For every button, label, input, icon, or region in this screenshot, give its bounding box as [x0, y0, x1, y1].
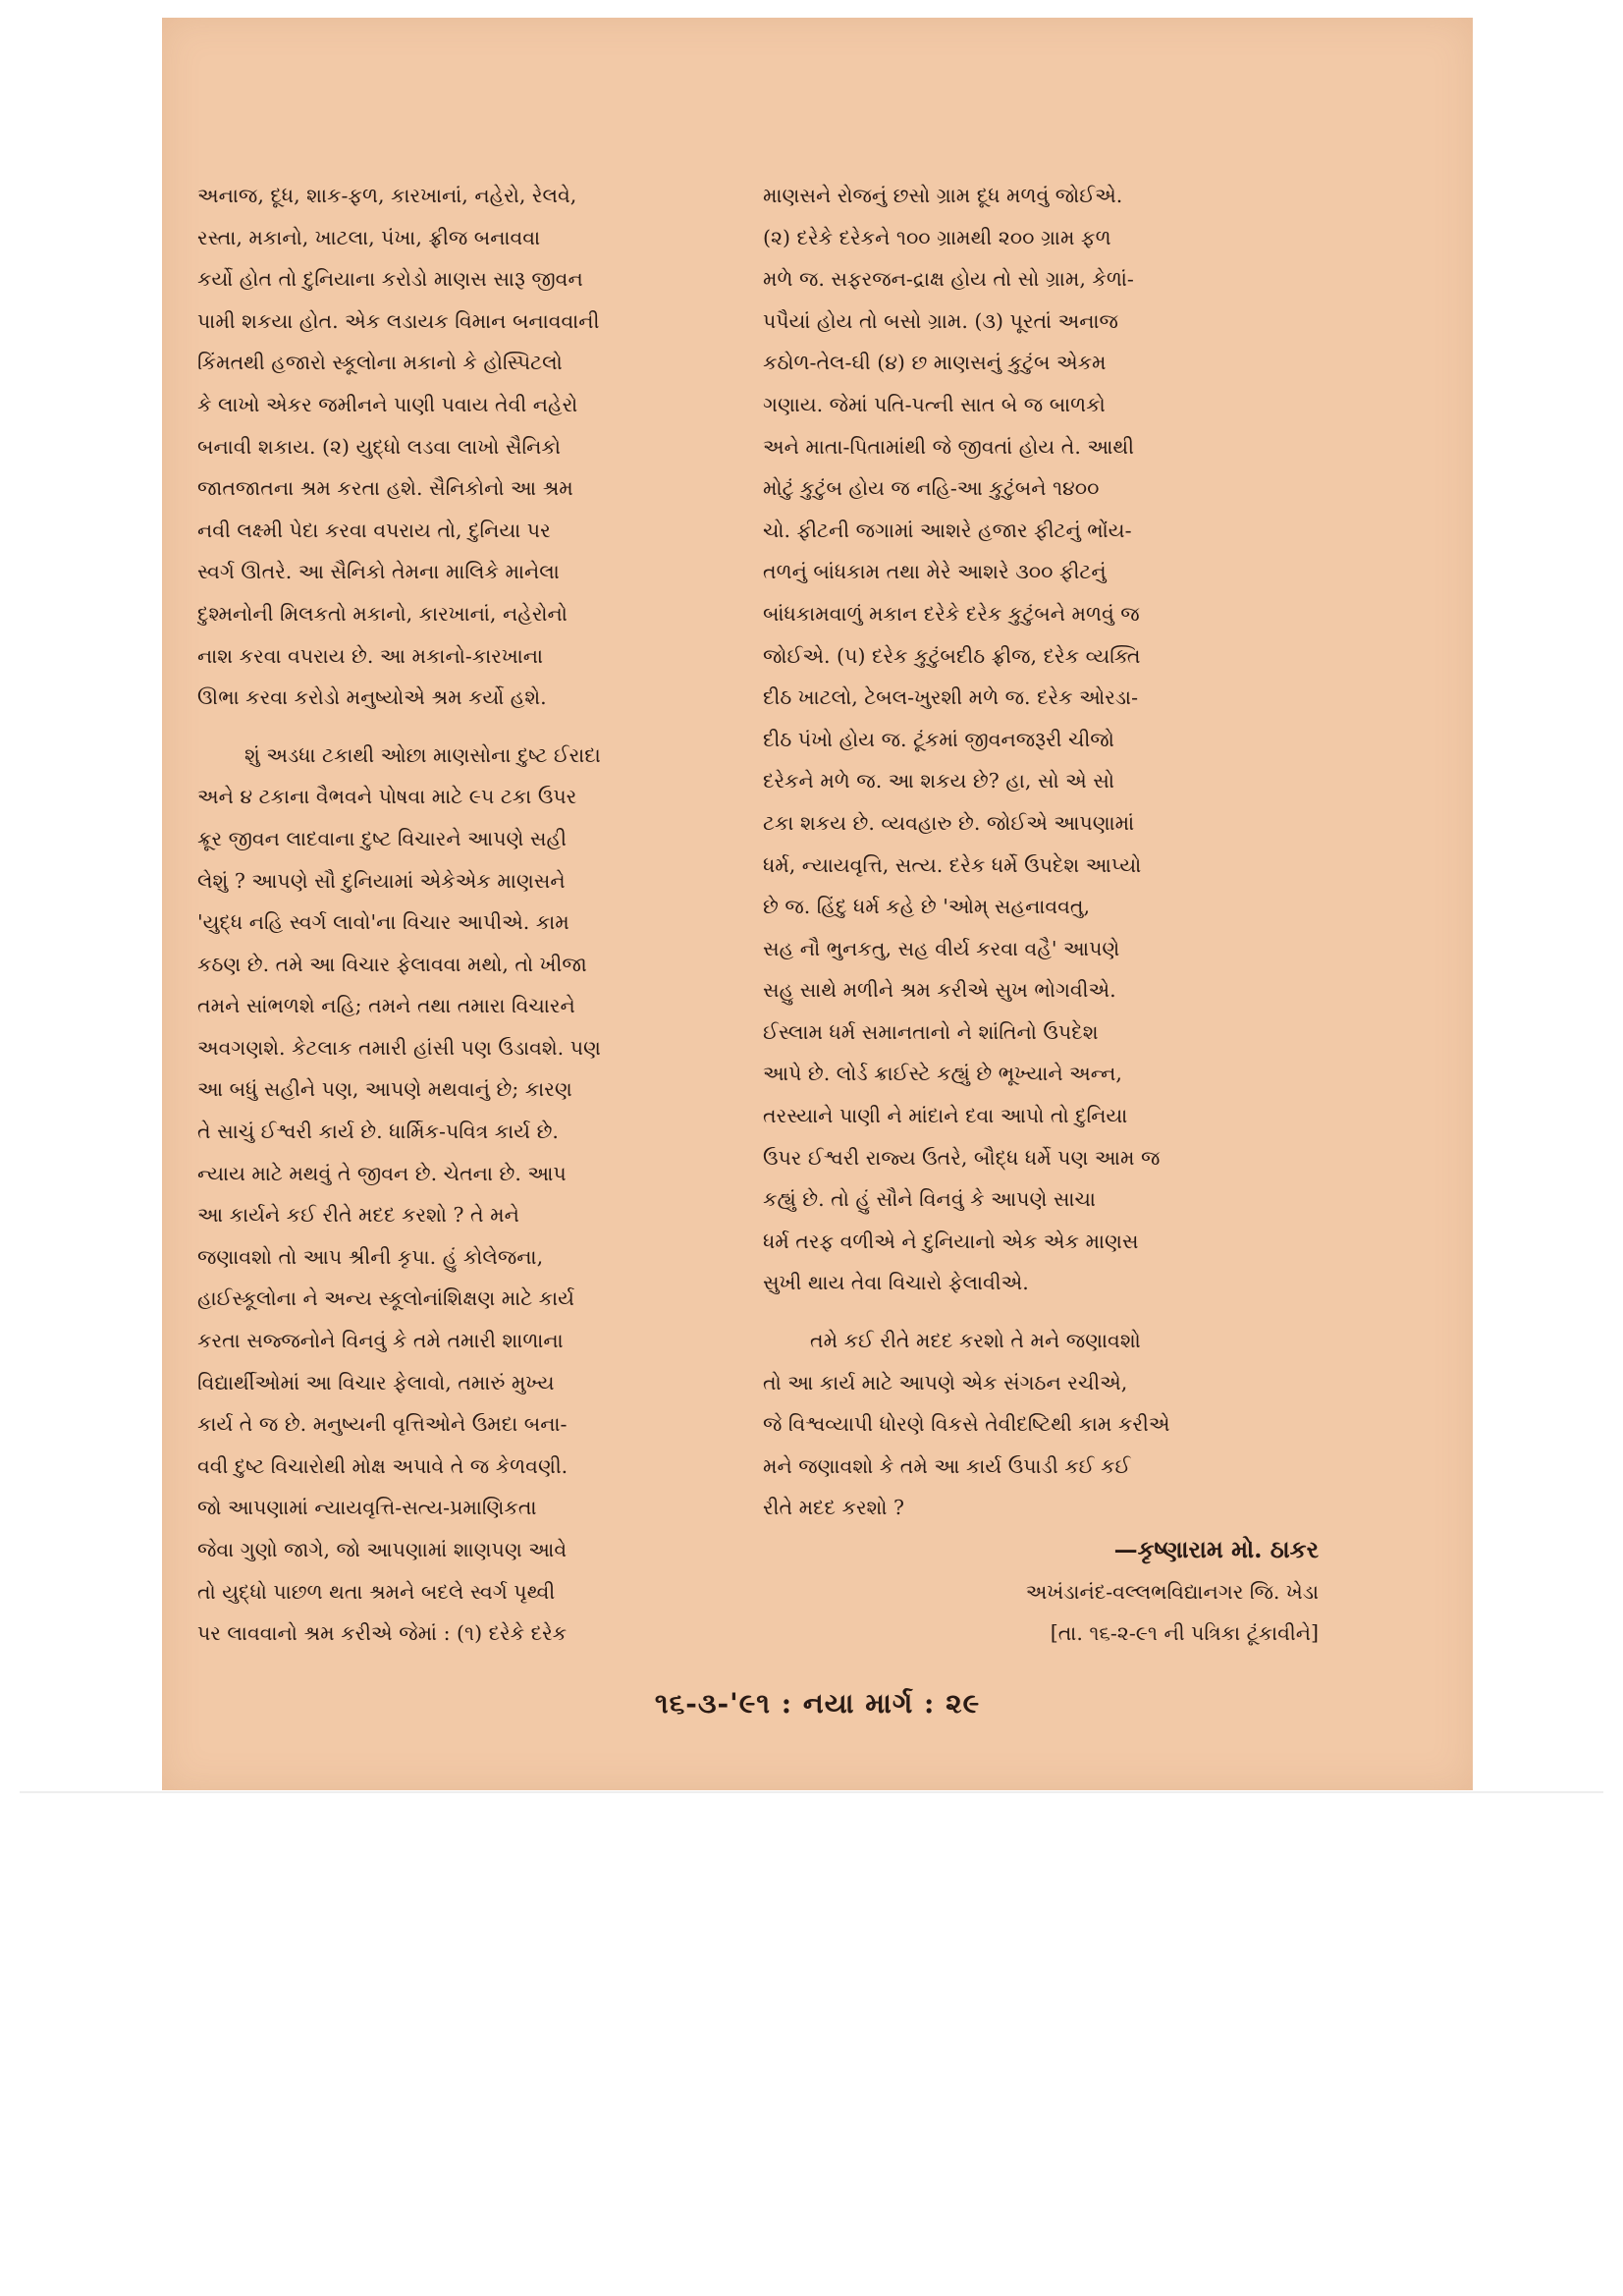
text-line: ઉપર ઈશ્વરી રાજ્ય ઉતરે, બૌદ્ધ ધર્મે પણ આમ જ — [763, 1145, 1161, 1170]
text-line: ન્યાય માટે મથવું તે જીવન છે. ચેતના છે. આપ — [197, 1161, 567, 1185]
text-line: આ કાર્યને કઈ રીતે મદદ કરશો ? તે મને — [197, 1203, 519, 1228]
bottom-rule — [20, 1791, 1603, 1793]
text-line: નાશ કરવા વપરાય છે. આ મકાનો-કારખાના — [197, 643, 544, 668]
text-line: તરસ્યાને પાણી ને માંદાને દવા આપો તો દુનિયા — [763, 1104, 1128, 1128]
text-line: તમને સાંભળશે નહિ; તમને તથા તમારા વિચારને — [197, 994, 575, 1018]
text-line: આપે છે. લોર્ડ ક્રાઈસ્ટે કહ્યું છે ભૂખ્યાને અન્ન, — [763, 1062, 1122, 1086]
text-line: શું અડધા ટકાથી ઓછા માણસોના દુષ્ટ ઈરાદા — [244, 742, 601, 767]
text-line: તો આ કાર્ય માટે આપણે એક સંગઠન રચીએ, — [763, 1370, 1128, 1394]
text-line: રસ્તા, મકાનો, ખાટલા, પંખા, ફ્રીજ બનાવવા — [197, 225, 541, 249]
text-line: સુખી થાય તેવા વિચારો ફેલાવીએ. — [763, 1271, 1029, 1295]
text-line: ક્રૂર જીવન લાદવાના દુષ્ટ વિચારને આપણે સહી — [197, 826, 567, 850]
text-line: રીતે મદદ કરશો ? — [763, 1496, 904, 1520]
text-line: પામી શકયા હોત. એક લડાયક વિમાન બનાવવાની — [197, 308, 600, 333]
text-line: ઊભા કરવા કરોડો મનુષ્યોએ શ્રમ કર્યો હશે. — [197, 685, 547, 710]
text-line: બનાવી શકાય. (૨) યુદ્ધો લડવા લાખો સૈનિકો — [197, 434, 561, 459]
text-line: કાર્ય તે જ છે. મનુષ્યની વૃત્તિઓને ઉમદા બના- — [197, 1412, 568, 1437]
text-line: લેશું ? આપણે સૌ દુનિયામાં એકેએક માણસને — [197, 868, 566, 893]
text-line: તે સાચું ઈશ્વરી કાર્ય છે. ધાર્મિક-પવિત્ર કાર્ય છે. — [197, 1120, 559, 1144]
text-line: ગણાય. જેમાં પતિ-પત્ની સાત બે જ બાળકો — [763, 392, 1106, 416]
source-note: [તા. ૧૬-૨-૯૧ ની પત્રિકા ટૂંકાવીને] — [1050, 1621, 1319, 1646]
text-line: કિંમતથી હજારો સ્કૂલોના મકાનો કે હોસ્પિટલો — [197, 351, 563, 375]
text-line: તો યુદ્ધો પાછળ થતા શ્રમને બદલે સ્વર્ગ પૃથ્વી — [197, 1579, 556, 1604]
text-line: ધર્મ તરફ વળીએ ને દુનિયાનો એક એક માણસ — [763, 1229, 1139, 1253]
text-line: મોટું કુટુંબ હોય જ નહિ-આ કુટુંબને ૧૪૦૦ — [763, 476, 1100, 501]
text-line: કર્યો હોત તો દુનિયાના કરોડો માણસ સારૂ જીવન — [197, 267, 583, 292]
paragraph-gap — [197, 719, 759, 735]
text-line: કહ્યું છે. તો હું સૌને વિનવું કે આપણે સાચા — [763, 1187, 1096, 1212]
text-line: અને ૪ ટકાના વૈભવને પોષવા માટે ૯૫ ટકા ઉપર — [197, 785, 577, 809]
paragraph-gap — [763, 1304, 1323, 1320]
text-line: જોઈએ. (૫) દરેક કુટુંબદીઠ ફ્રીજ, દરેક વ્યક્તિ — [763, 643, 1141, 668]
text-line: સહ નૌ ભુનકતુ, સહ વીર્ય કરવા વહૈ' આપણે — [763, 936, 1120, 960]
text-line: (૨) દરેકે દરેકને ૧૦૦ ગ્રામથી ૨૦૦ ગ્રામ ફળ — [763, 225, 1111, 249]
text-line: જાતજાતના શ્રમ કરતા હશે. સૈનિકોનો આ શ્રમ — [197, 476, 573, 501]
text-line: 'યુદ્ધ નહિ સ્વર્ગ લાવો'ના વિચાર આપીએ. કામ — [197, 910, 569, 935]
text-line: અને માતા-પિતામાંથી જે જીવતાં હોય તે. આથી — [763, 434, 1135, 459]
text-line: સ્વર્ગ ઊતરે. આ સૈનિકો તેમના માલિકે માનેલા — [197, 560, 560, 584]
left-column — [197, 175, 759, 1655]
text-line: તળનું બાંધકામ તથા મેરે આશરે ૩૦૦ ફીટનું — [763, 560, 1107, 584]
text-line: દરેકને મળે જ. આ શકય છે? હા, સો એ સો — [763, 769, 1115, 793]
text-line: પપૈયાં હોય તો બસો ગ્રામ. (૩) પૂરતાં અનાજ — [763, 308, 1118, 333]
text-line: ધર્મ, ન્યાયવૃત્તિ, સત્ય. દરેક ધર્મે ઉપદેશ આપ્યો — [763, 852, 1142, 877]
text-line: વિદ્યાર્થીઓમાં આ વિચાર ફેલાવો, તમારું મુખ્ય — [197, 1370, 555, 1394]
text-line: દુશ્મનોની મિલકતો મકાનો, કારખાનાં, નહેરોનો — [197, 601, 568, 626]
text-line: નવી લક્ષ્મી પેદા કરવા વપરાય તો, દુનિયા પર — [197, 518, 551, 542]
text-line: છે જ. હિંદુ ધર્મ કહે છે 'ઓમ્ સહનાવવતુ, — [763, 895, 1091, 919]
text-line: કઠોળ-તેલ-ઘી (૪) છ માણસનું કુટુંબ એકમ — [763, 351, 1107, 375]
text-line: અનાજ, દૂધ, શાક-ફળ, કારખાનાં, નહેરો, રેલવે, — [197, 184, 577, 207]
text-line: દીઠ પંખો હોય જ. ટૂંકમાં જીવનજરૂરી ચીજો — [763, 727, 1114, 751]
page-footer: ૧૬-૩-'૯૧ : નયા માર્ગ : ૨૯ — [654, 1687, 981, 1720]
text-line: જેવા ગુણો જાગે, જો આપણામાં શાણપણ આવે — [197, 1538, 568, 1561]
text-line: કે લાખો એકર જમીનને પાણી પવાય તેવી નહેરો — [197, 392, 578, 416]
text-line: જે વિશ્વવ્યાપી ધોરણે વિકસે તેવીદષ્ટિથી કામ કરીએ — [763, 1412, 1170, 1437]
text-line: કઠણ છે. તમે આ વિચાર ફેલાવવા મથો, તો ખીજા — [197, 952, 587, 976]
author-signature: —કૃષ્ણારામ મો. ઠાકર — [1113, 1535, 1319, 1563]
text-line: ઈસ્લામ ધર્મ સમાનતાનો ને શાંતિનો ઉપદેશ — [763, 1019, 1099, 1044]
text-line: હાઈસ્કૂલોના ને અન્ય સ્કૂલોનાંશિક્ષણ માટે કાર્ય — [197, 1286, 574, 1311]
text-line: કરતા સજ્જનોને વિનવું કે તમે તમારી શાળાના — [197, 1329, 564, 1353]
text-line: આ બધું સહીને પણ, આપણે મથવાનું છે; કારણ — [197, 1077, 572, 1102]
text-line: પર લાવવાનો શ્રમ કરીએ જેમાં : (૧) દરેકે દરેક — [197, 1621, 568, 1646]
text-line: જો આપણામાં ન્યાયવૃત્તિ-સત્ય-પ્રમાણિકતા — [197, 1496, 537, 1520]
author-address: અખંડાનંદ-વલ્લભવિદ્યાનગર જિ. ખેડા — [1025, 1579, 1319, 1604]
text-line: દીઠ ખાટલો, ટેબલ-ખુરશી મળે જ. દરેક ઓરડા- — [763, 685, 1139, 710]
text-line: તમે કઈ રીતે મદદ કરશો તે મને જણાવશો — [810, 1329, 1141, 1353]
right-column — [763, 175, 1323, 1655]
text-line: વવી દુષ્ટ વિચારોથી મોક્ષ અપાવે તે જ કેળવણી. — [197, 1453, 568, 1478]
text-line: જણાવશો તો આપ શ્રીની કૃપા. હું કોલેજના, — [197, 1244, 544, 1269]
text-line: ચો. ફીટની જગામાં આશરે હજાર ફીટનું ભોંય- — [763, 518, 1132, 542]
scanned-page — [162, 18, 1473, 1790]
text-line: ટકા શકય છે. વ્યવહારુ છે. જોઈએ આપણામાં — [763, 810, 1135, 835]
text-line: માણસને રોજનું છસો ગ્રામ દૂધ મળવું જોઈએ. — [763, 184, 1123, 207]
text-line: બાંધકામવાળું મકાન દરેકે દરેક કુટુંબને મળવું જ — [763, 601, 1140, 626]
text-line: સહુ સાથે મળીને શ્રમ કરીએ સુખ ભોગવીએ. — [763, 978, 1116, 1003]
text-line: અવગણશે. કેટલાક તમારી હાંસી પણ ઉડાવશે. પણ — [197, 1035, 601, 1060]
text-line: મળે જ. સફરજન-દ્રાક્ષ હોય તો સો ગ્રામ, કેળાં- — [763, 267, 1134, 292]
text-line: મને જણાવશો કે તમે આ કાર્ય ઉપાડી કઈ કઈ — [763, 1453, 1131, 1478]
